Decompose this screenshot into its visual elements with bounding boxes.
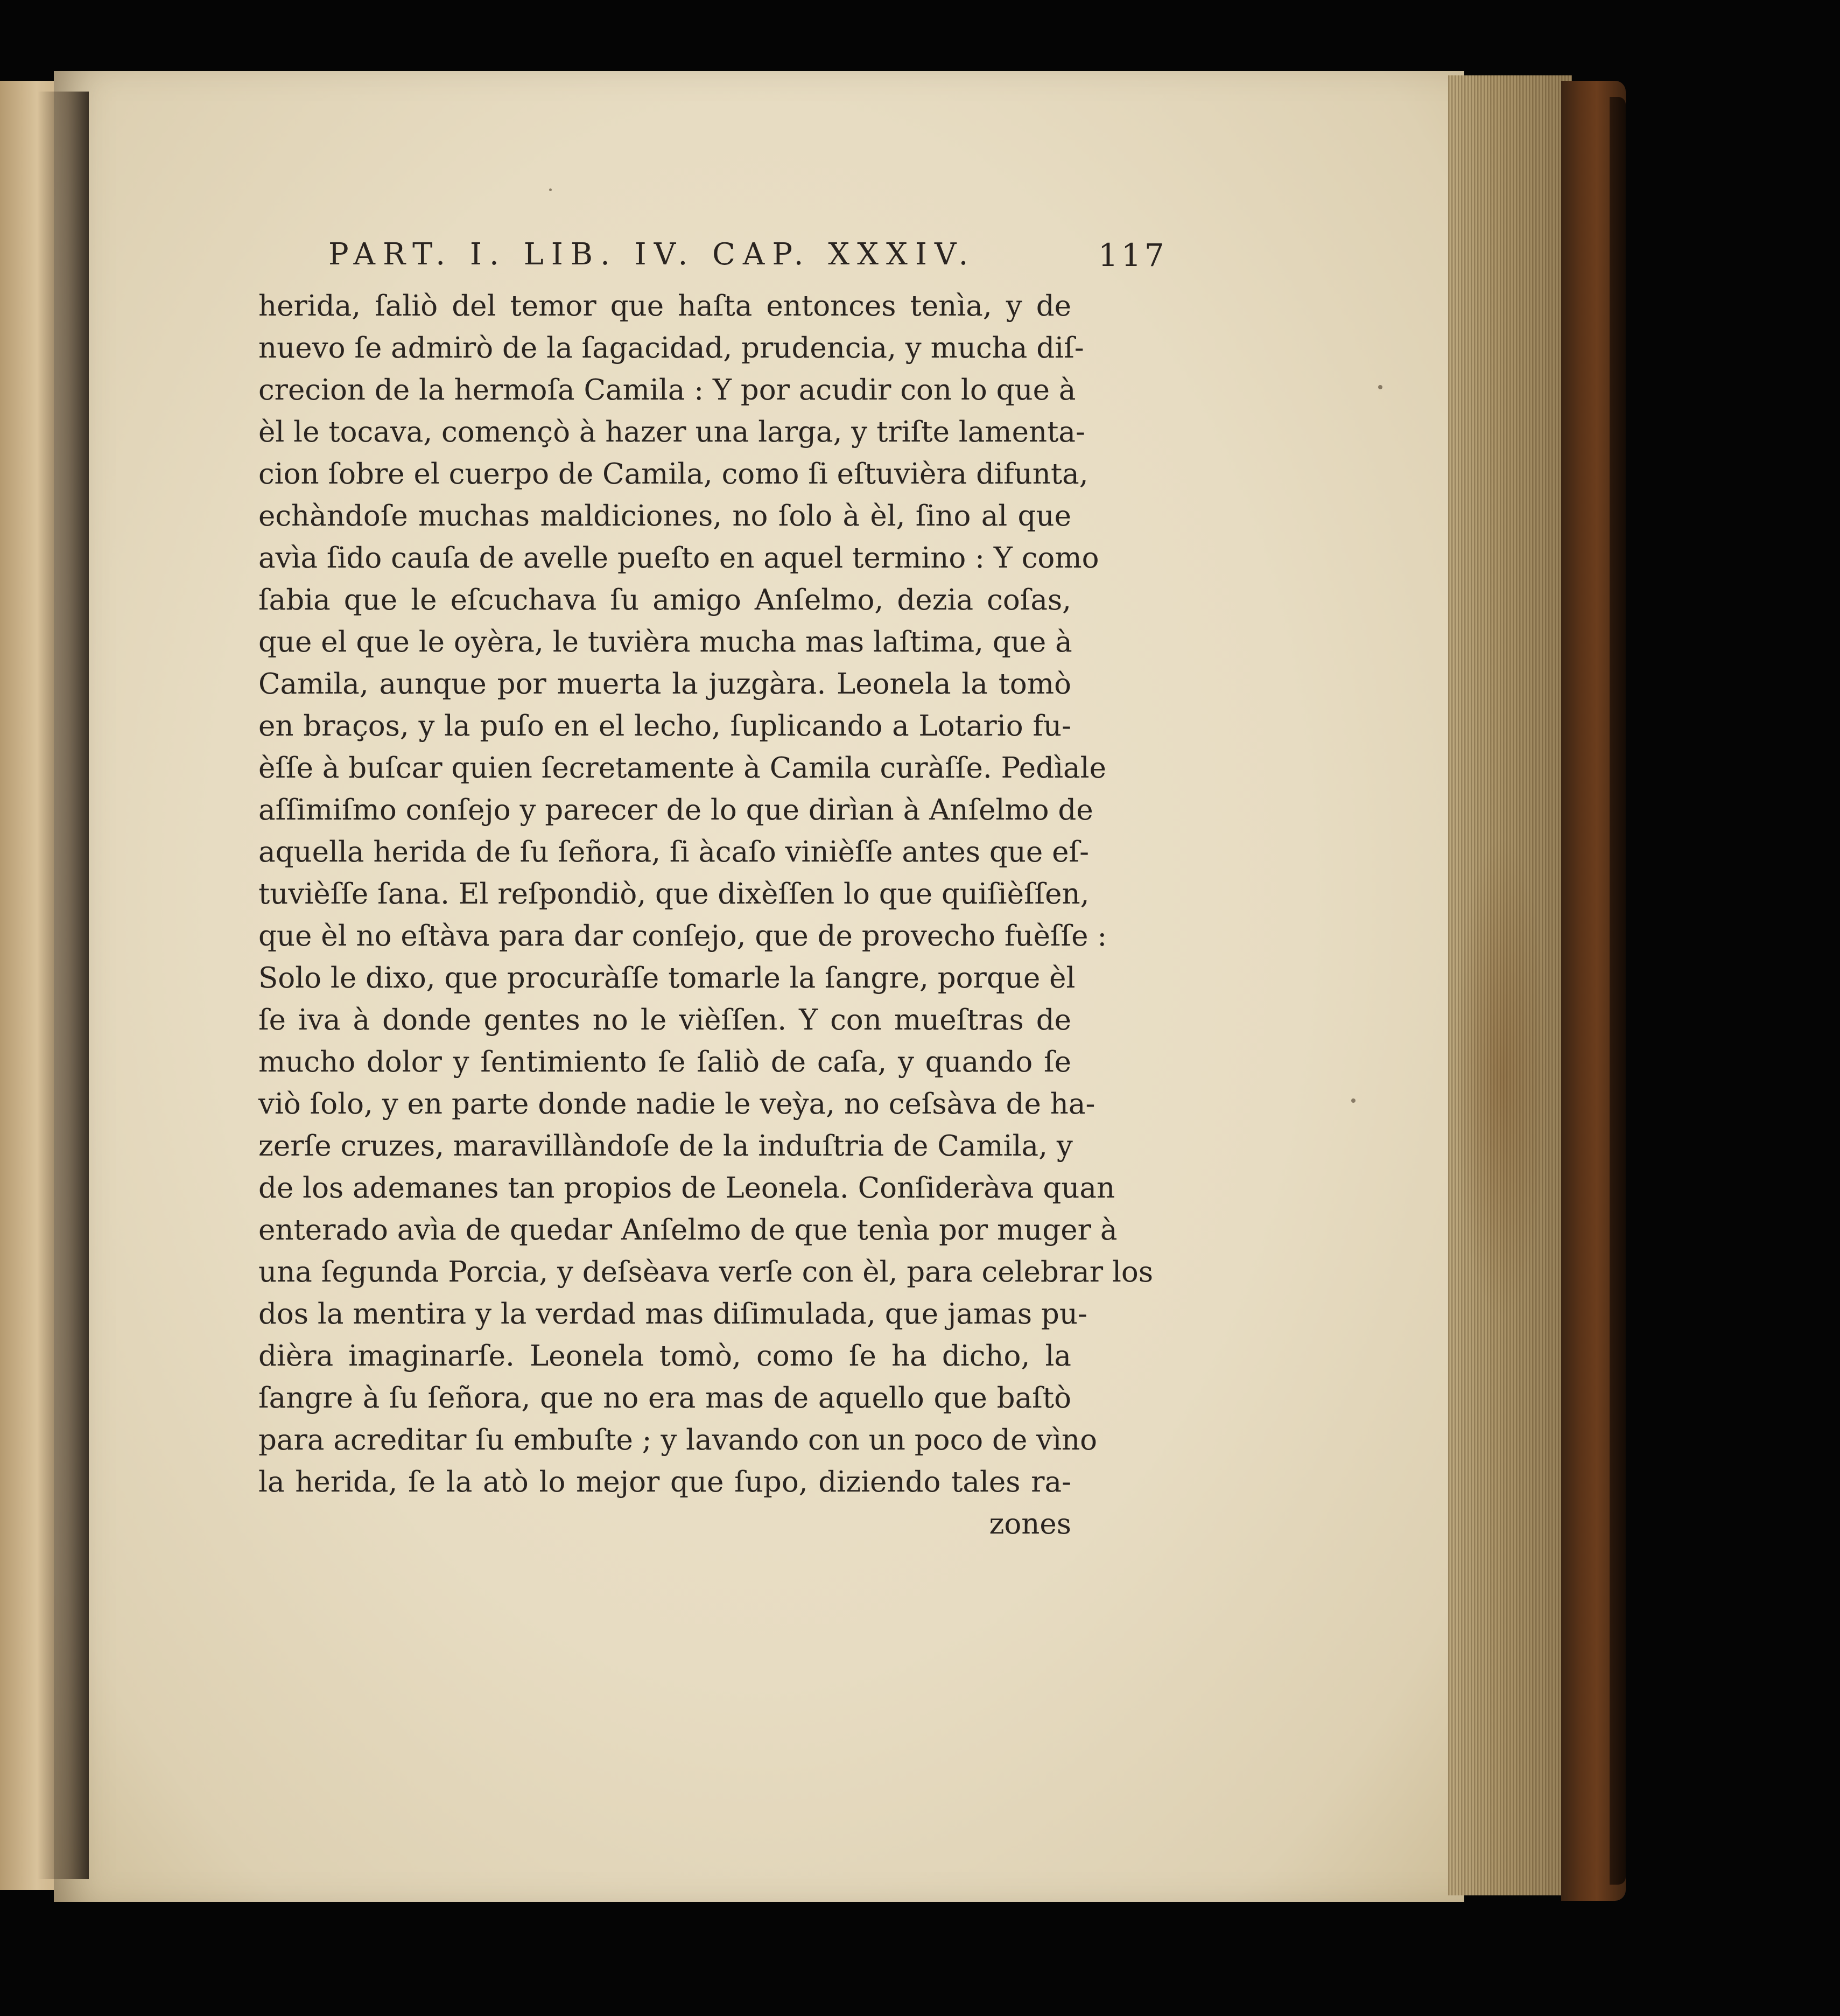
text-line: nuevo ſe admirò de la ſagacidad, prudencia, y mucha diſ-: [258, 332, 1084, 365]
text-line: viò ſolo, y en parte donde nadie le veỳa, no ceſsàva de ha-: [258, 1088, 1095, 1121]
edge-stain: [1453, 835, 1550, 1319]
text-line: zerſe cruzes, maravillàndoſe de la induſtria de Camila, y: [258, 1130, 1073, 1163]
text-line: tuvièſſe ſana. El reſpondiò, que dixèſſen lo que quiſièſſen,: [258, 878, 1090, 911]
running-head: PART. I. LIB. IV. CAP. XXXIV.: [328, 237, 976, 272]
text-line: dos la mentira y la verdad mas diſimulada, que jamas pu-: [258, 1298, 1087, 1331]
text-line: echàndoſe muchas maldiciones, no ſolo à èl, ſino al que: [258, 500, 1071, 533]
page-number: 117: [1098, 237, 1168, 274]
catchword: zones: [989, 1508, 1071, 1541]
text-line: ſangre à ſu ſeñora, que no era mas de aquello que baſtò: [258, 1382, 1071, 1415]
text-line: Camila, aunque por muerta la juzgàra. Leonela la tomò: [258, 668, 1071, 701]
text-line: èſſe à buſcar quien ſecretamente à Camila curàſſe. Pedìale: [258, 752, 1106, 785]
text-line: la herida, ſe la atò lo mejor que ſupo, diziendo tales ra-: [258, 1466, 1071, 1499]
gutter-shadow: [38, 92, 89, 1879]
body-text: [258, 285, 1154, 1545]
text-line: en braços, y la puſo en el lecho, ſuplicando a Lotario fu-: [258, 710, 1071, 743]
text-line: mucho dolor y ſentimiento ſe ſaliò de caſa, y quando ſe: [258, 1046, 1071, 1079]
paper-speck: [1351, 1098, 1356, 1103]
text-line: aquella herida de ſu ſeñora, ſi àcaſo vinièſſe antes que eſ-: [258, 836, 1089, 869]
running-header: [328, 237, 1168, 283]
text-line: de los ademanes tan propios de Leonela. Conſideràva quan: [258, 1172, 1115, 1205]
text-line: cion ſobre el cuerpo de Camila, como ſi eſtuvièra difunta,: [258, 458, 1088, 491]
cover-edge: [1610, 97, 1626, 1885]
text-line: herida, ſaliò del temor que haſta entonces tenìa, y de: [258, 290, 1071, 323]
text-line: enterado avìa de quedar Anſelmo de que tenìa por muger à: [258, 1214, 1118, 1247]
text-line: que èl no eſtàva para dar conſejo, que de provecho fuèſſe :: [258, 920, 1107, 953]
text-line: una ſegunda Porcia, y deſsèava verſe con èl, para celebrar los: [258, 1256, 1154, 1289]
text-line: que el que le oyèra, le tuvièra mucha mas laſtima, que à: [258, 626, 1072, 659]
paper-speck: [1378, 385, 1382, 389]
text-line: aſſimiſmo conſejo y parecer de lo que dirìan à Anſelmo de: [258, 794, 1093, 827]
paper-speck: [549, 188, 552, 191]
text-line: èl le tocava, començò à hazer una larga, y triſte lamenta-: [258, 416, 1085, 449]
text-line: ſe iva à donde gentes no le vièſſen. Y con mueſtras de: [258, 1004, 1071, 1037]
text-line: crecion de la hermoſa Camila : Y por acudir con lo que à: [258, 374, 1076, 407]
text-line: ſabia que le eſcuchava ſu amigo Anſelmo, dezia coſas,: [258, 584, 1071, 617]
text-line: avìa ſido cauſa de avelle pueſto en aquel termino : Y como: [258, 542, 1099, 575]
text-line: Solo le dixo, que procuràſſe tomarle la ſangre, porque èl: [258, 962, 1076, 995]
text-line: para acreditar ſu embuſte ; y lavando con un poco de vìno: [258, 1424, 1098, 1457]
text-line: dièra imaginarſe. Leonela tomò, como ſe ha dicho, la: [258, 1340, 1071, 1373]
